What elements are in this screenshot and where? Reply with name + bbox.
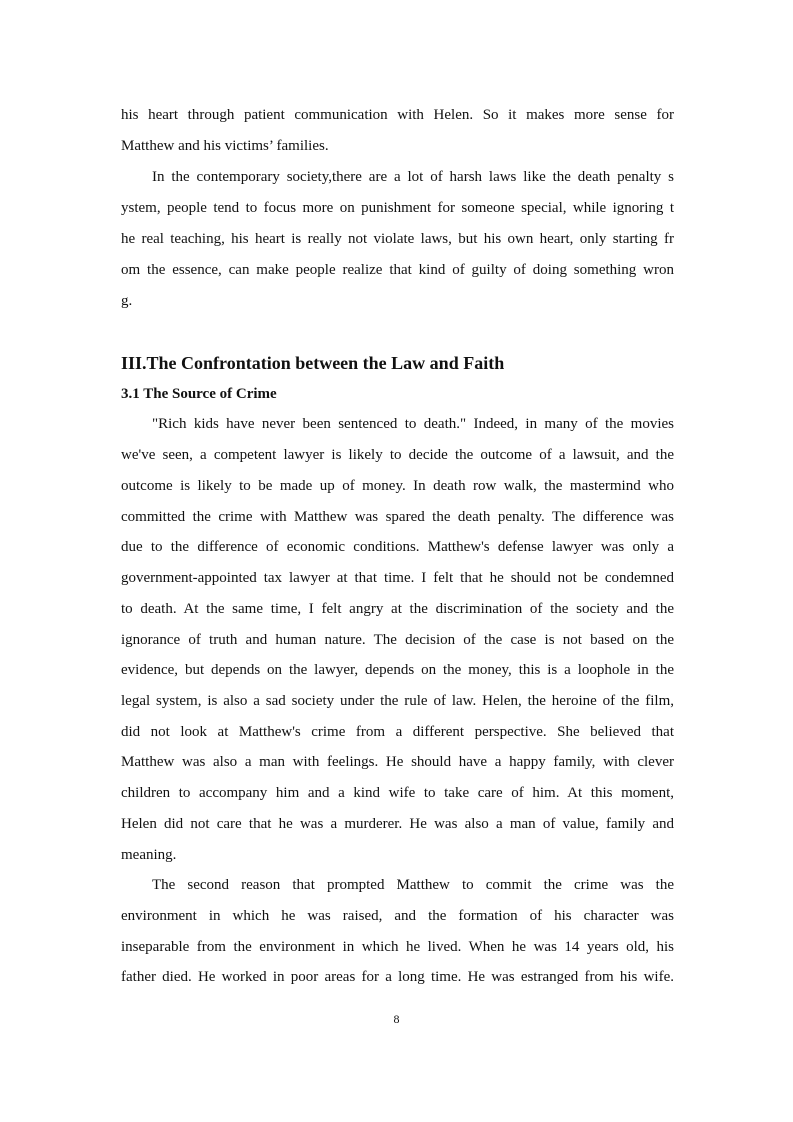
body-text-line: did not look at Matthew's crime from a different perspective. She believed that (121, 724, 674, 740)
body-text-line: his heart through patient communication with Helen. So it makes more sense for (121, 107, 674, 123)
body-text-line: he real teaching, his heart is really not violate laws, but his own heart, only starting fr (121, 231, 674, 247)
section-heading: III.The Confrontation between the Law and Faith (121, 353, 505, 373)
body-text-line: we've seen, a competent lawyer is likely to decide the outcome of a lawsuit, and the (121, 447, 674, 463)
body-text-line: legal system, is also a sad society under the rule of law. Helen, the heroine of the film, (121, 693, 674, 709)
body-text-line: outcome is likely to be made up of money. In death row walk, the mastermind who (121, 478, 674, 494)
body-text-line: Matthew was also a man with feelings. He should have a happy family, with clever (121, 754, 674, 770)
body-text-line: ystem, people tend to focus more on punishment for someone special, while ignoring t (121, 200, 674, 216)
subsection-heading: 3.1 The Source of Crime (121, 386, 277, 402)
body-text-line: government-appointed tax lawyer at that time. I felt that he should not be condemned (121, 570, 674, 586)
body-text-line: The second reason that prompted Matthew to commit the crime was the (152, 877, 674, 893)
body-text-line: father died. He worked in poor areas for a long time. He was estranged from his wife. (121, 969, 674, 985)
body-text-line: committed the crime with Matthew was spared the death penalty. The difference was (121, 509, 674, 525)
body-text-line: to death. At the same time, I felt angry at the discrimination of the society and the (121, 601, 674, 617)
body-text-line: Matthew and his victims’ families. (121, 138, 329, 154)
body-text-line: evidence, but depends on the lawyer, depends on the money, this is a loophole in the (121, 662, 674, 678)
body-text-line: om the essence, can make people realize that kind of guilty of doing something wron (121, 262, 674, 278)
body-text-line: children to accompany him and a kind wife to take care of him. At this moment, (121, 785, 674, 801)
body-text-line: inseparable from the environment in which he lived. When he was 14 years old, his (121, 939, 674, 955)
body-text-line: "Rich kids have never been sentenced to death." Indeed, in many of the movies (152, 416, 674, 432)
body-text-line: due to the difference of economic conditions. Matthew's defense lawyer was only a (121, 539, 674, 555)
body-text-line: Helen did not care that he was a murderer. He was also a man of value, family and (121, 816, 674, 832)
page-number: 8 (393, 1012, 400, 1026)
body-text-line: In the contemporary society,there are a lot of harsh laws like the death penalty s (152, 169, 674, 185)
body-text-line: meaning. (121, 847, 177, 863)
body-text-line: g. (121, 293, 133, 309)
body-text-line: ignorance of truth and human nature. The decision of the case is not based on the (121, 632, 674, 648)
body-text-line: environment in which he was raised, and the formation of his character was (121, 908, 674, 924)
